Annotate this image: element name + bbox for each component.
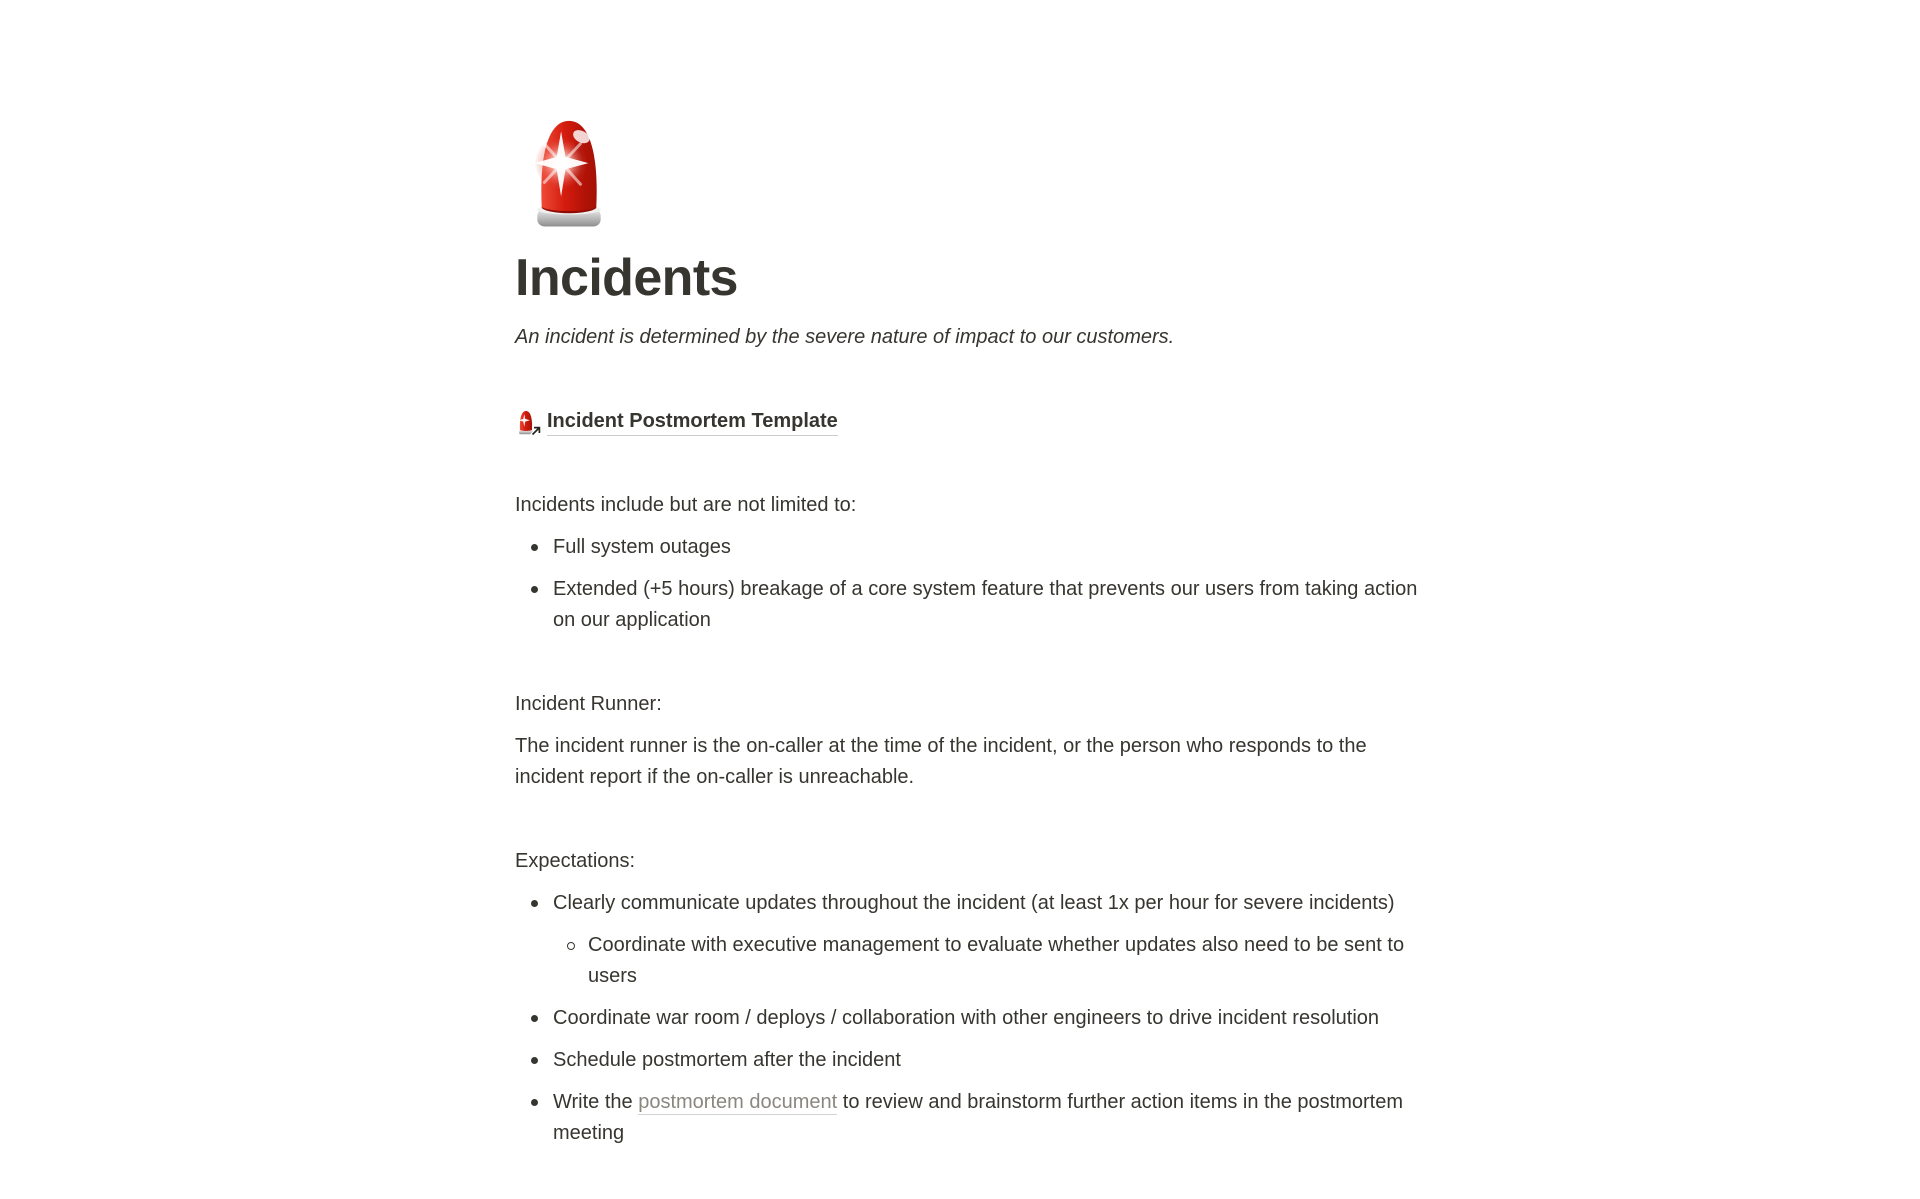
list-item-text: Clearly communicate updates throughout the incident (at least 1x per hour for severe incidents) — [553, 892, 1395, 914]
subpage-link-label: Incident Postmortem Template — [547, 408, 838, 436]
list-item-text: Extended (+5 hours) breakage of a core system feature that prevents our users from taking action on our application — [553, 578, 1418, 631]
empty-block[interactable] — [515, 364, 1425, 395]
includes-list — [515, 532, 1425, 636]
document-page — [515, 0, 1425, 1149]
empty-block[interactable] — [515, 448, 1425, 479]
empty-block[interactable] — [515, 647, 1425, 678]
expectations-sublist — [553, 930, 1425, 992]
list-item-text: Coordinate with executive management to evaluate whether updates also need to be sent to users — [588, 934, 1405, 987]
expectations-heading[interactable]: Expectations: — [515, 850, 636, 872]
empty-block[interactable] — [515, 804, 1425, 835]
list-item[interactable] — [553, 1003, 1425, 1034]
list-item[interactable] — [553, 1087, 1425, 1149]
subpage-link-incident-postmortem-template[interactable] — [515, 406, 838, 437]
postmortem-document-link[interactable]: postmortem document — [638, 1091, 838, 1113]
list-item-text: Schedule postmortem after the incident — [553, 1049, 901, 1071]
page-icon-police-light[interactable] — [525, 112, 613, 230]
list-item-text: Coordinate war room / deploys / collaboration with other engineers to drive incident resolution — [553, 1007, 1380, 1029]
expectations-list — [515, 888, 1425, 1149]
list-item-text: Full system outages — [553, 536, 731, 558]
list-item-text: to review and brainstorm further action items in the postmortem meeting — [553, 1091, 1403, 1144]
includes-heading[interactable]: Incidents include but are not limited to: — [515, 494, 857, 516]
list-item[interactable] — [553, 532, 1425, 563]
police-light-page-icon — [515, 409, 537, 435]
list-item[interactable] — [588, 930, 1425, 992]
page-subtitle[interactable]: An incident is determined by the severe nature of impact to our customers. — [515, 326, 1175, 348]
list-item[interactable] — [553, 1045, 1425, 1076]
list-item-text: Write the — [553, 1091, 639, 1113]
runner-heading[interactable]: Incident Runner: — [515, 693, 662, 715]
link-arrow-icon — [530, 425, 542, 437]
runner-body[interactable]: The incident runner is the on-caller at the time of the incident, or the person who responds to the incident report if the on-caller is unreachable. — [515, 735, 1367, 788]
list-item[interactable] — [553, 888, 1425, 992]
police-light-icon — [525, 112, 613, 230]
list-item[interactable] — [553, 574, 1425, 636]
page-title[interactable]: Incidents — [515, 249, 738, 307]
